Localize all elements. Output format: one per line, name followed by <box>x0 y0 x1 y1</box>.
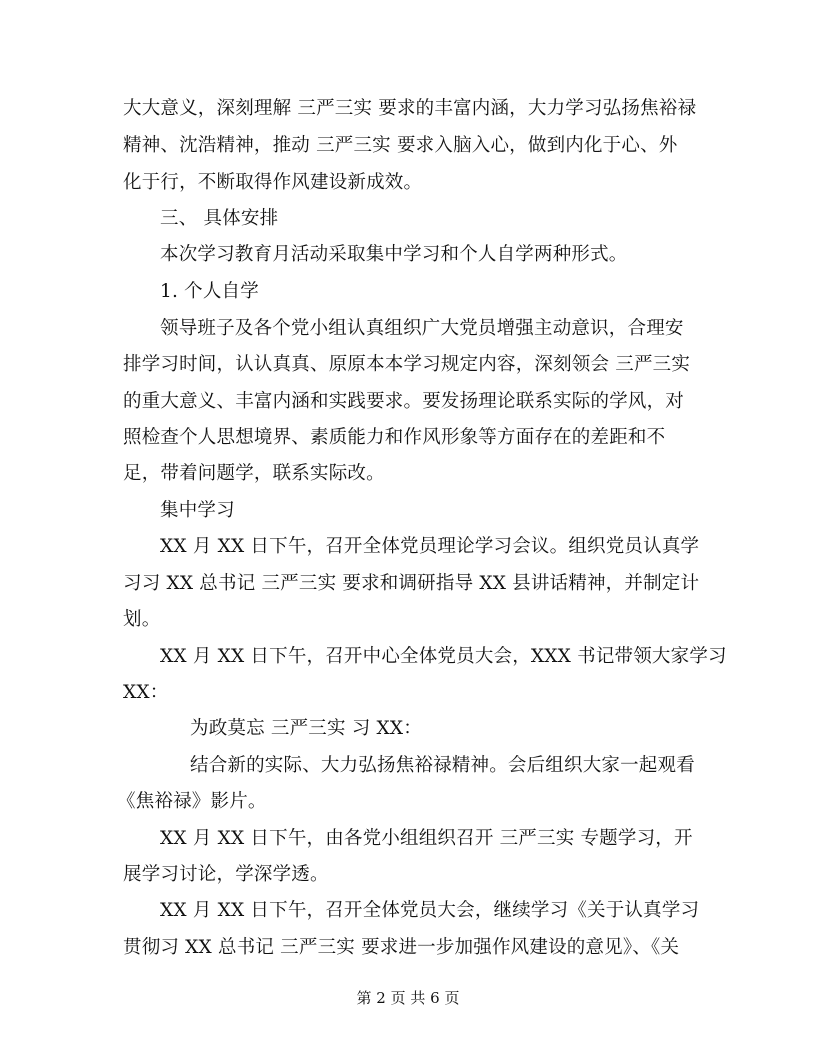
body-line: 化于行，不断取得作风建设新成效。 <box>123 172 423 193</box>
body-line: 精神、沈浩精神，推动 三严三实 要求入脑入心，做到内化于心、外 <box>123 135 678 156</box>
body-line: XX 月 XX 日下午，召开全体党员大会，继续学习《关于认真学习 <box>160 900 700 921</box>
body-line: XX 月 XX 日下午，由各党小组组织召开 三严三实 专题学习，开 <box>160 828 693 849</box>
body-line: XX： <box>123 682 169 703</box>
body-line: 为政莫忘 三严三实 习 XX： <box>190 718 422 739</box>
page-number-footer: 第 2 页 共 6 页 <box>356 989 460 1007</box>
body-line: 划。 <box>123 609 161 630</box>
body-line: 的重大意义、丰富内涵和实践要求。要发扬理论联系实际的学风，对 <box>123 391 685 412</box>
body-line: 习习 XX 总书记 三严三实 要求和调研指导 XX 县讲话精神，并制定计 <box>123 573 700 594</box>
body-line: 足，带着问题学，联系实际改。 <box>123 463 385 484</box>
body-line: 本次学习教育月活动采取集中学习和个人自学两种形式。 <box>160 244 628 265</box>
body-line: 《焦裕禄》影片。 <box>117 791 267 812</box>
subsection-heading: 1. 个人自学 <box>160 281 259 302</box>
body-line: XX 月 XX 日下午，召开全体党员理论学习会议。组织党员认真学 <box>160 536 700 557</box>
body-line: 大大意义，深刻理解 三严三实 要求的丰富内涵，大力学习弘扬焦裕禄 <box>123 98 697 119</box>
body-line: 贯彻习 XX 总书记 三严三实 要求进一步加强作风建设的意见》、《关 <box>123 937 680 958</box>
body-line: 展学习讨论，学深学透。 <box>123 864 329 885</box>
body-line: 照检查个人思想境界、素质能力和作风形象等方面存在的差距和不 <box>123 427 666 448</box>
section-heading: 三、 具体安排 <box>160 208 279 229</box>
body-line: 结合新的实际、大力弘扬焦裕禄精神。会后组织大家一起观看 <box>190 755 695 776</box>
body-line: 排学习时间，认认真真、原原本本学习规定内容，深刻领会 三严三实 <box>123 354 691 375</box>
subsection-heading: 集中学习 <box>160 500 235 521</box>
body-line: XX 月 XX 日下午，召开中心全体党员大会，XXX 书记带领大家学习 <box>160 646 727 667</box>
body-line: 领导班子及各个党小组认真组织广大党员增强主动意识，合理安 <box>160 318 684 339</box>
